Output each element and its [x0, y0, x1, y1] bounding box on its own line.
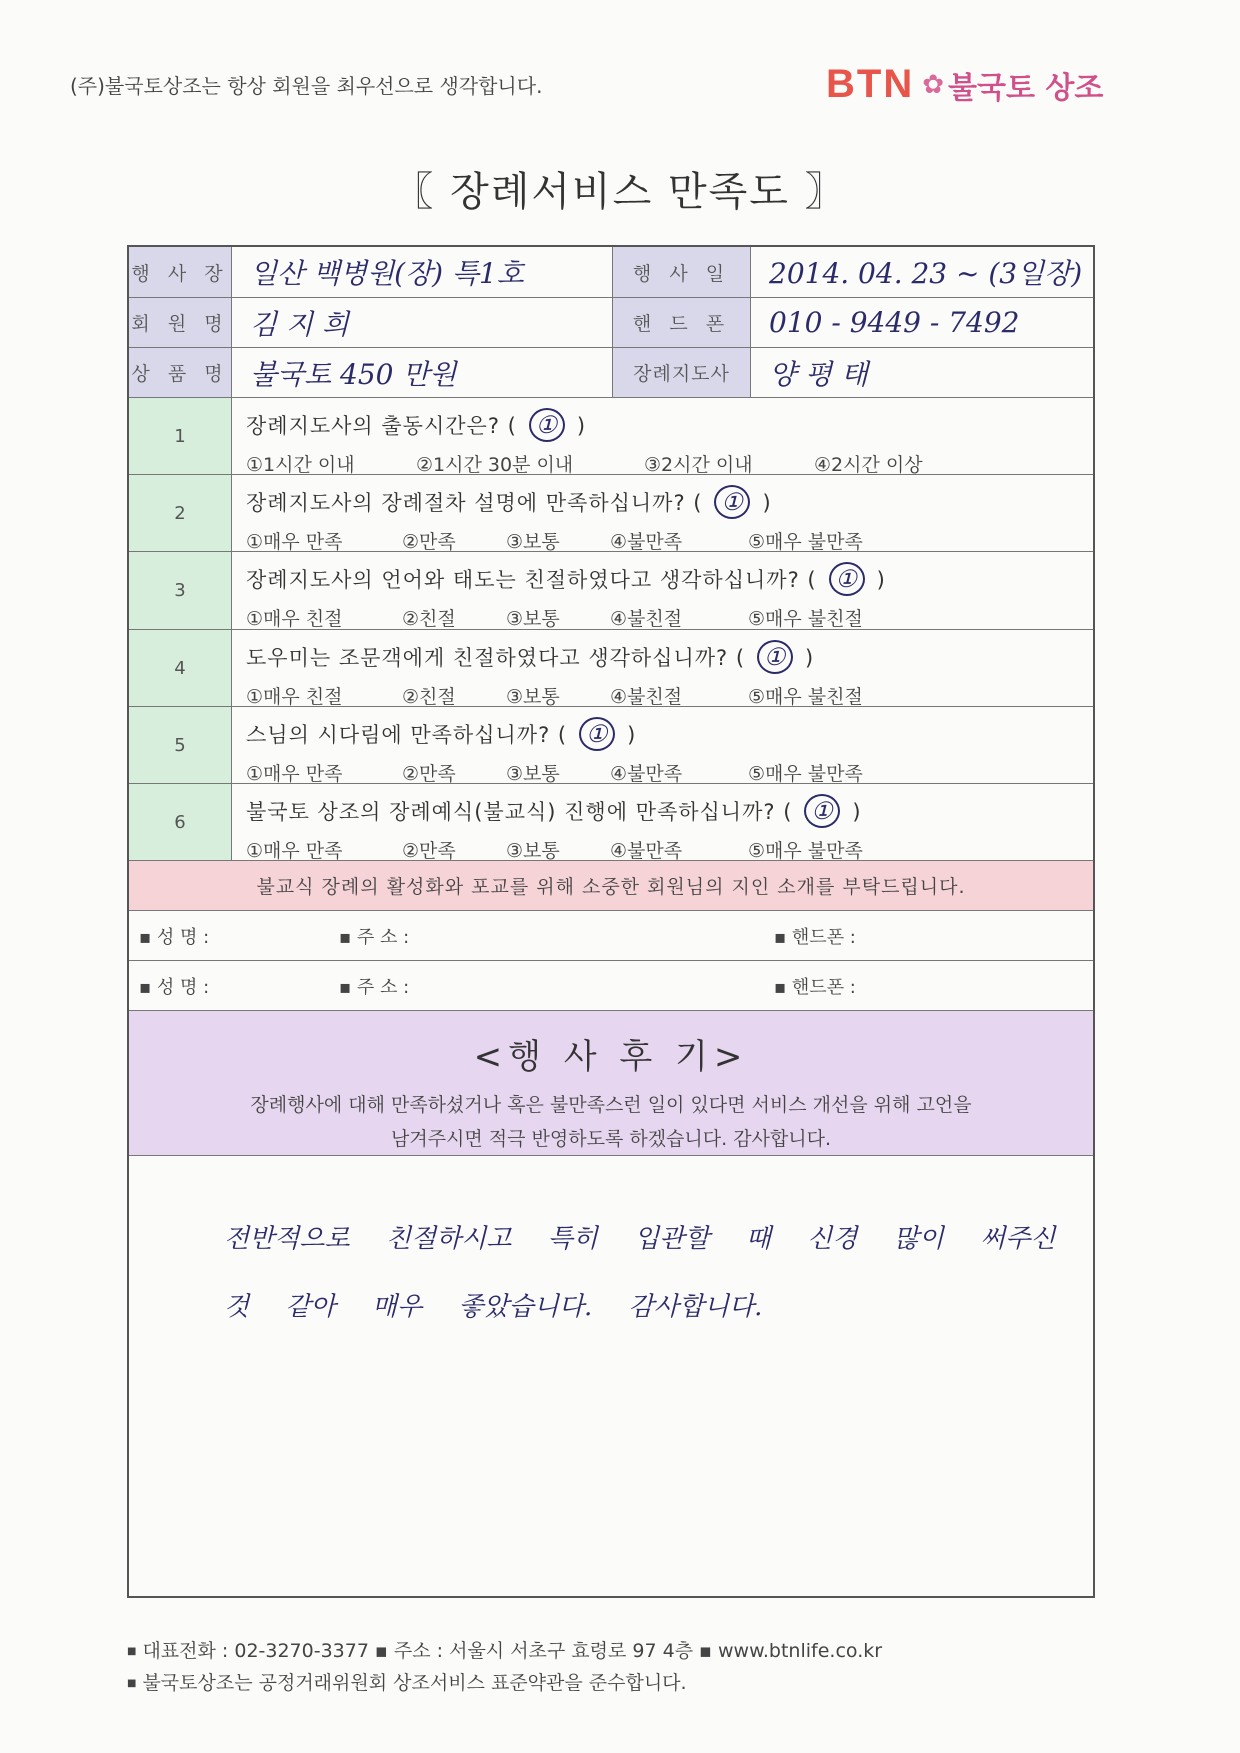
- question-body: [232, 630, 1093, 706]
- member-name-field[interactable]: 김 지 희: [232, 298, 613, 347]
- option[interactable]: ①1시간 이내: [246, 454, 355, 476]
- product-label: 상 품 명: [129, 348, 232, 397]
- director-label: 장례지도사: [613, 348, 751, 397]
- referral-address-label: ▪ 주 소 :: [339, 926, 410, 948]
- question-number: 3: [129, 552, 232, 629]
- info-row-product: [129, 348, 1093, 398]
- option[interactable]: ④불만족: [610, 840, 683, 862]
- logo-btn-text: BTN: [826, 62, 915, 106]
- option[interactable]: ①매우 만족: [246, 840, 343, 862]
- referral-banner: 불교식 장례의 활성화와 포교를 위해 소중한 회원님의 지인 소개를 부탁드립니다.: [129, 861, 1093, 911]
- option[interactable]: ②친절: [402, 686, 456, 708]
- option[interactable]: ①매우 만족: [246, 763, 343, 785]
- review-desc-line1: 장례행사에 대해 만족하셨거나 혹은 불만족스런 일이 있다면 서비스 개선을 위해 고언을: [250, 1094, 972, 1116]
- question-body: [232, 475, 1093, 551]
- question-number: 5: [129, 707, 232, 783]
- option[interactable]: ③보통: [506, 686, 560, 708]
- question-row-5: [129, 707, 1093, 784]
- option[interactable]: ⑤매우 불만족: [748, 763, 863, 785]
- company-tagline: (주)불국토상조는 항상 회원을 최우선으로 생각합니다.: [70, 74, 543, 98]
- option[interactable]: ⑤매우 불친절: [748, 686, 863, 708]
- member-name-label: 회 원 명: [129, 298, 232, 347]
- option[interactable]: ③보통: [506, 608, 560, 630]
- option[interactable]: ②만족: [402, 763, 456, 785]
- bullet-icon: ■: [127, 1678, 137, 1689]
- answer-mark[interactable]: ①: [829, 562, 865, 596]
- question-row-2: [129, 475, 1093, 552]
- referral-name-label: ▪ 성 명 :: [139, 976, 210, 998]
- question-close-paren: ): [627, 723, 637, 747]
- option[interactable]: ②만족: [402, 531, 456, 553]
- referral-row-1: [129, 911, 1093, 961]
- referral-address-label: ▪ 주 소 :: [339, 976, 410, 998]
- event-date-field[interactable]: 2014. 04. 23 ~ (3일장): [769, 257, 1083, 290]
- question-number: 1: [129, 398, 232, 474]
- answer-mark[interactable]: ①: [579, 717, 615, 751]
- answer-mark[interactable]: ①: [529, 408, 565, 442]
- footer-notice: [127, 1668, 687, 1695]
- option[interactable]: ③2시간 이내: [644, 454, 753, 476]
- question-number: 6: [129, 784, 232, 860]
- question-text: 스님의 시다림에 만족하십니까? (: [246, 723, 568, 747]
- question-text: 불국토 상조의 장례예식(불교식) 진행에 만족하십니까? (: [246, 800, 793, 824]
- question-text: 장례지도사의 장례절차 설명에 만족하십니까? (: [246, 491, 703, 515]
- question-text: 장례지도사의 언어와 태도는 친절하였다고 생각하십니까? (: [246, 568, 817, 592]
- answer-mark[interactable]: ①: [757, 640, 793, 674]
- answer-mark[interactable]: ①: [714, 485, 750, 519]
- review-desc-line2: 남겨주시면 적극 반영하도록 하겠습니다. 감사합니다.: [390, 1128, 832, 1150]
- option[interactable]: ③보통: [506, 840, 560, 862]
- question-row-3: [129, 552, 1093, 630]
- phone-label: 핸 드 폰: [613, 298, 751, 347]
- footer-line2: 불국토상조는 공정거래위원회 상조서비스 표준약관을 준수합니다.: [142, 1672, 687, 1694]
- question-text: 장례지도사의 출동시간은? (: [246, 414, 517, 438]
- info-row-event: [129, 247, 1093, 298]
- option[interactable]: ③보통: [506, 531, 560, 553]
- question-row-4: [129, 630, 1093, 707]
- option[interactable]: ①매우 만족: [246, 531, 343, 553]
- info-row-member: [129, 298, 1093, 348]
- footer-line1: 대표전화 : 02-3270-3377 ▪ 주소 : 서울시 서초구 효령로 97 4층 ▪ www.btnlife.co.kr: [142, 1640, 883, 1662]
- question-close-paren: ): [576, 414, 587, 438]
- question-row-1: [129, 398, 1093, 475]
- option[interactable]: ②1시간 30분 이내: [416, 454, 574, 476]
- event-place-field[interactable]: 일산 백병원(장) 특1호: [232, 247, 613, 297]
- phone-field[interactable]: 010 - 9449 - 7492: [769, 306, 1020, 339]
- director-field[interactable]: 양 평 태: [769, 357, 868, 391]
- option[interactable]: ②만족: [402, 840, 456, 862]
- page-title: 〖 장례서비스 만족도 〗: [393, 169, 847, 215]
- option[interactable]: ⑤매우 불만족: [748, 840, 863, 862]
- option[interactable]: ①매우 친절: [246, 686, 343, 708]
- bullet-icon: ■: [127, 1646, 137, 1657]
- question-text: 도우미는 조문객에게 친절하였다고 생각하십니까? (: [246, 646, 746, 670]
- referral-name-label: ▪ 성 명 :: [139, 926, 210, 948]
- logo-company-name: 불국토 상조: [948, 70, 1104, 106]
- survey-form: [127, 245, 1095, 1598]
- question-body: [232, 707, 1093, 783]
- review-handwritten-line1: 전반적으로 친절하시고 특히 입관할 때 신경 많이 써주신: [224, 1224, 1056, 1254]
- footer-contact: [127, 1636, 882, 1663]
- option[interactable]: ④2시간 이상: [814, 454, 923, 476]
- question-number: 4: [129, 630, 232, 706]
- option[interactable]: ③보통: [506, 763, 560, 785]
- option[interactable]: ④불친절: [610, 608, 683, 630]
- option[interactable]: ⑤매우 불친절: [748, 608, 863, 630]
- review-header: [129, 1011, 1093, 1156]
- question-close-paren: ): [876, 568, 886, 592]
- option[interactable]: ④불만족: [610, 531, 683, 553]
- product-field[interactable]: 불국토 450 만원: [232, 348, 613, 397]
- event-date-label: 행 사 일: [613, 247, 751, 297]
- referral-phone-label: ▪ 핸드폰 :: [774, 976, 856, 998]
- question-close-paren: ): [762, 491, 772, 515]
- option[interactable]: ⑤매우 불만족: [748, 531, 863, 553]
- question-row-6: [129, 784, 1093, 861]
- question-number: 2: [129, 475, 232, 551]
- review-text-area[interactable]: [129, 1156, 1093, 1596]
- answer-mark[interactable]: ①: [804, 794, 840, 828]
- question-body: [232, 398, 1093, 474]
- company-logo: [826, 62, 1103, 107]
- review-handwritten-line2: 것 같아 매우 좋았습니다. 감사합니다.: [224, 1292, 763, 1322]
- question-close-paren: ): [852, 800, 862, 824]
- option[interactable]: ④불만족: [610, 763, 683, 785]
- question-close-paren: ): [805, 646, 815, 670]
- referral-row-2: [129, 961, 1093, 1011]
- option[interactable]: ②친절: [402, 608, 456, 630]
- question-body: [232, 784, 1093, 860]
- event-place-label: 행 사 장: [129, 247, 232, 297]
- review-title: <행 사 후 기>: [473, 1037, 749, 1077]
- question-body: [232, 552, 1093, 629]
- option[interactable]: ④불친절: [610, 686, 683, 708]
- option[interactable]: ①매우 친절: [246, 608, 343, 630]
- referral-phone-label: ▪ 핸드폰 :: [774, 926, 856, 948]
- lotus-icon: ✿: [922, 69, 945, 100]
